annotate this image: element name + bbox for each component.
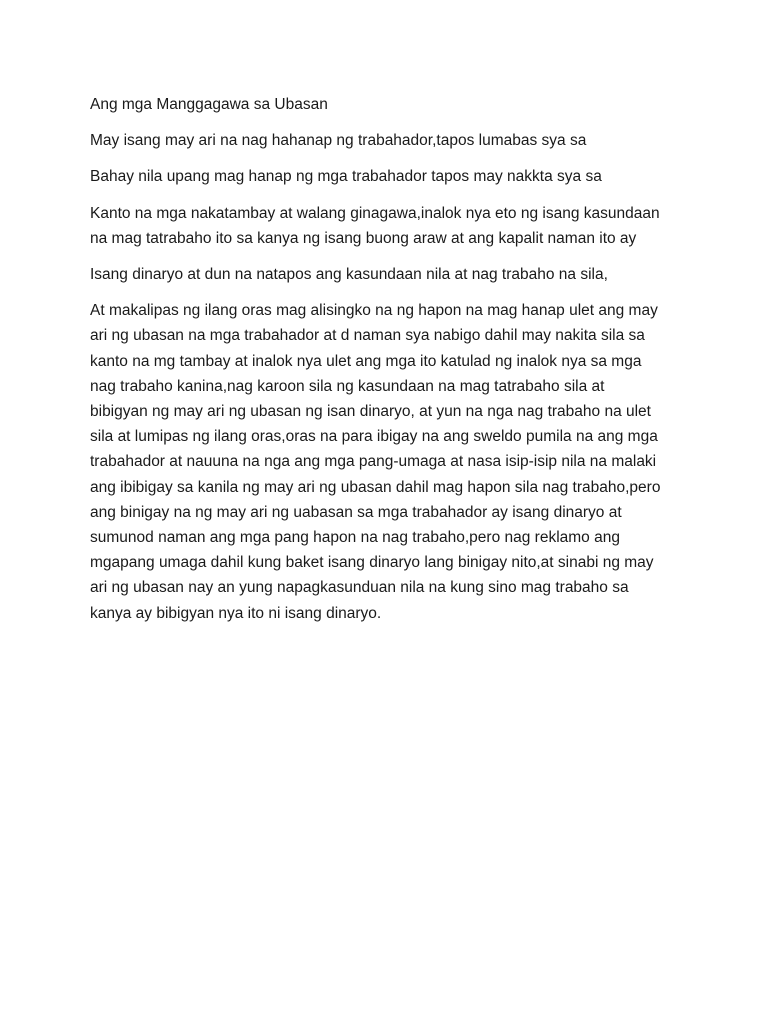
paragraph-line: kanto na mg tambay at inalok nya ulet ang mga ito katulad ng inalok nya sa mga — [90, 352, 642, 370]
paragraph-line: trabahador at nauuna na nga ang mga pang-umaga at nasa isip-isip nila na malaki — [90, 453, 657, 471]
document-body — [90, 92, 710, 637]
paragraph-5 — [90, 298, 710, 626]
paragraph-line: ari ng ubasan na mga trabahador at d naman sya nabigo dahil may nakita sila sa — [90, 327, 645, 345]
title-text: Ang mga Manggagawa sa Ubasan — [90, 96, 328, 113]
paragraph-line: nag trabaho kanina,nag karoon sila ng kasundaan na mag tatrabaho sila at — [90, 377, 605, 395]
paragraph-line: mgapang umaga dahil kung baket isang dinaryo lang binigay nito,at sinabi ng may — [90, 554, 654, 572]
paragraph-line: Bahay nila upang mag hanap ng mga trabahador tapos may nakkta sya sa — [90, 168, 602, 186]
paragraph-line: kanya ay bibigyan nya ito ni isang dinaryo. — [90, 604, 382, 622]
paragraph-2 — [90, 164, 710, 189]
paragraph-line: Kanto na mga nakatambay at walang ginagawa,inalok nya eto ng isang kasundaan — [90, 204, 660, 222]
paragraph-3 — [90, 201, 710, 251]
document-title — [90, 92, 710, 117]
paragraph-line: May isang may ari na nag hahanap ng trabahador,tapos lumabas sya sa — [90, 132, 587, 150]
paragraph-line: ari ng ubasan nay an yung napagkasunduan nila na kung sino mag trabaho sa — [90, 579, 629, 597]
paragraph-1 — [90, 128, 710, 153]
paragraph-line: Isang dinaryo at dun na natapos ang kasundaan nila at nag trabaho na sila, — [90, 266, 608, 284]
paragraph-line: ang binigay na ng may ari ng uabasan sa mga trabahador ay isang dinaryo at — [90, 503, 622, 521]
paragraph-line: At makalipas ng ilang oras mag alisingko na ng hapon na mag hanap ulet ang may — [90, 302, 658, 320]
paragraph-line: ang ibibigay sa kanila ng may ari ng ubasan dahil mag hapon sila nag trabaho,pero — [90, 478, 661, 496]
paragraph-line: na mag tatrabaho ito sa kanya ng isang buong araw at ang kapalit naman ito ay — [90, 229, 637, 247]
paragraph-line: sila at lumipas ng ilang oras,oras na para ibigay na ang sweldo pumila na ang mga — [90, 428, 658, 446]
paragraph-line: sumunod naman ang mga pang hapon na nag trabaho,pero nag reklamo ang — [90, 529, 620, 547]
paragraph-4 — [90, 262, 710, 287]
paragraph-line: bibigyan ng may ari ng ubasan ng isan dinaryo, at yun na nga nag trabaho na ulet — [90, 403, 651, 421]
